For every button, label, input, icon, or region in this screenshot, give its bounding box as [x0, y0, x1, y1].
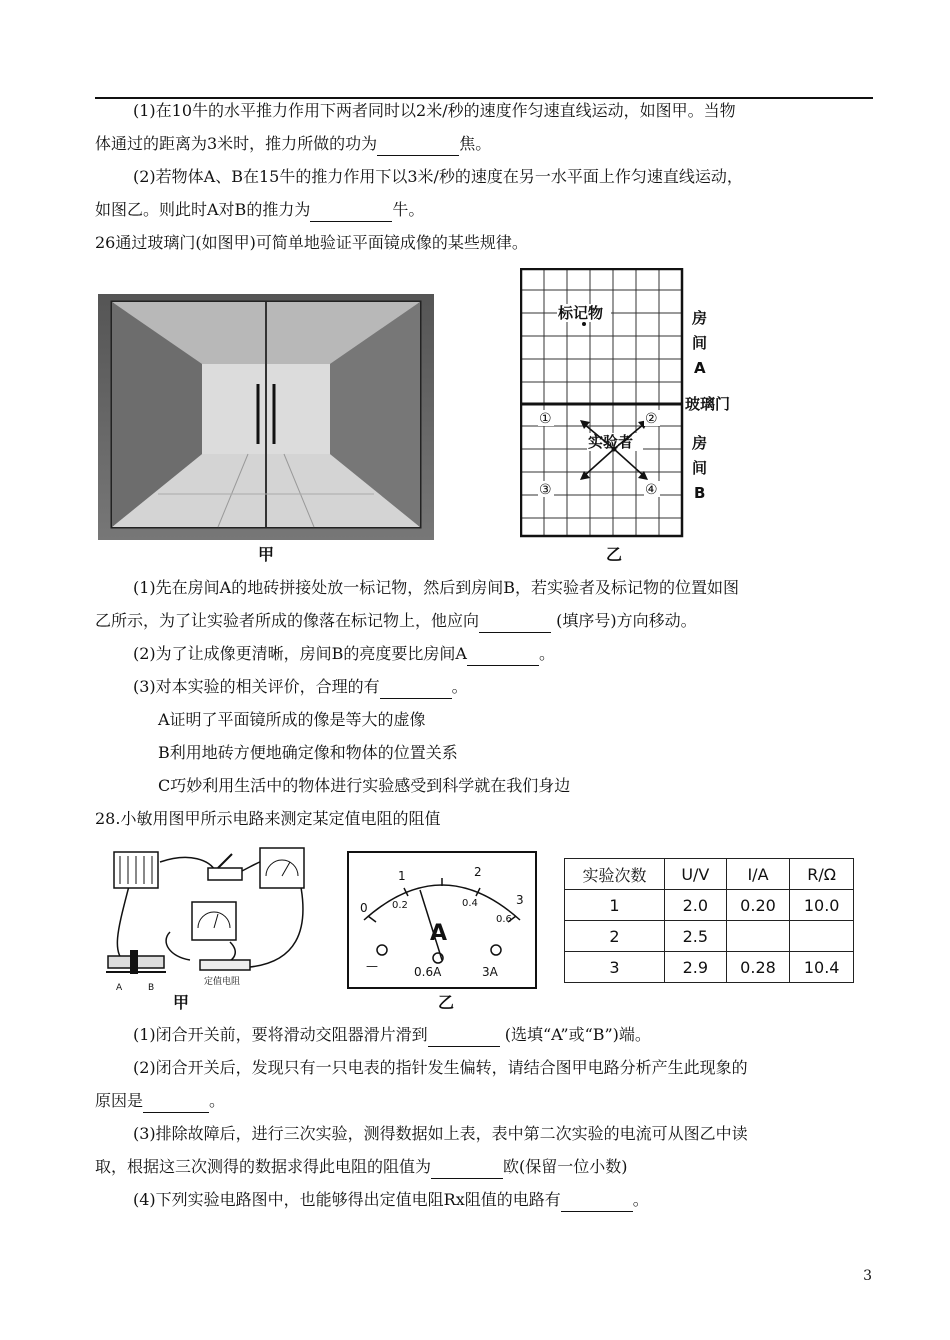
- data-table: [564, 858, 854, 983]
- meter-label-02: 0.2: [392, 900, 408, 911]
- q26-option-b: B利用地砖方便地确定像和物体的位置关系: [158, 743, 458, 762]
- table-cell: 0.20: [726, 890, 790, 921]
- answer-blank[interactable]: [377, 133, 459, 156]
- mirror-grid-diagram: [520, 268, 742, 538]
- table-cell: [726, 921, 790, 952]
- q26-option-c: C巧妙利用生活中的物体进行实验感受到科学就在我们身边: [158, 776, 571, 795]
- table-header: R/Ω: [790, 859, 854, 890]
- label-dir-2: ②: [645, 411, 658, 427]
- circuit-label-resistor: 定值电阻: [204, 977, 241, 987]
- q28-part1: [133, 1024, 651, 1047]
- q28-part3-line1: (3)排除故障后，进行三次实验，测得数据如上表，表中第二次实验的电流可从图乙中读: [133, 1124, 748, 1143]
- q26-title: 26通过玻璃门(如图甲)可简单地验证平面镜成像的某些规律。: [95, 233, 528, 252]
- table-cell: [790, 921, 854, 952]
- table-cell: 3: [565, 952, 665, 983]
- q28-part3-unit: 欧(保留一位小数): [503, 1157, 628, 1176]
- meter-terminal-06a: 0.6A: [414, 965, 442, 979]
- q26-part2: [133, 643, 555, 666]
- answer-blank[interactable]: [561, 1189, 633, 1212]
- fig-label-yi: 乙: [606, 545, 623, 564]
- label-dir-3: ③: [539, 482, 552, 498]
- table-cell: 2: [565, 921, 665, 952]
- meter-label-1: 1: [398, 869, 406, 883]
- q26-part1-line2: [95, 610, 697, 633]
- label-dir-4: ④: [645, 482, 658, 498]
- label-dir-1: ①: [539, 411, 552, 427]
- table-header-row: [565, 859, 854, 890]
- q28-part3-text: 取，根据这三次测得的数据求得此电阻的阻值为: [95, 1157, 432, 1176]
- q28-part2-line1: (2)闭合开关后，发现只有一只电表的指针发生偏转，请结合图甲电路分析产生此现象的: [133, 1058, 748, 1077]
- answer-blank[interactable]: [467, 643, 539, 666]
- q26-part2-end: 。: [538, 644, 555, 663]
- q26-part1-hint: (填序号)方向移动。: [551, 611, 697, 630]
- q28-part1-hint: (选填“A”或“B”)端。: [499, 1025, 651, 1044]
- q28-title: 28.小敏用图甲所示电路来测定某定值电阻的阻值: [95, 809, 441, 828]
- q25-part1-line2: [95, 133, 491, 156]
- meter-label-04: 0.4: [462, 898, 478, 909]
- table-cell: 2.0: [665, 890, 727, 921]
- table-header: I/A: [726, 859, 790, 890]
- answer-blank[interactable]: [428, 1024, 500, 1047]
- meter-unit-a: A: [430, 921, 448, 946]
- q28-part1-text: (1)闭合开关前，要将滑动交阻器滑片滑到: [133, 1025, 428, 1044]
- top-rule: [95, 97, 873, 99]
- q28-part3-line2: [95, 1156, 628, 1179]
- table-row: [565, 952, 854, 983]
- q25-part2-line2: [95, 199, 424, 222]
- table-cell: 10.0: [790, 890, 854, 921]
- answer-blank[interactable]: [380, 676, 452, 699]
- label-room-b-1: 房: [692, 434, 708, 452]
- meter-label-2: 2: [474, 865, 482, 879]
- circuit-label-b: B: [148, 983, 155, 993]
- q26-part2-text: (2)为了让成像更清晰，房间B的亮度要比房间A: [133, 644, 467, 663]
- fig-label-jia: 甲: [258, 545, 275, 564]
- label-experimenter: 实验者: [588, 433, 634, 451]
- label-marker: 标记物: [558, 304, 604, 322]
- q25-part1-line1: (1)在10牛的水平推力作用下两者同时以2米/秒的速度作匀速直线运动，如图甲。当物: [133, 101, 736, 120]
- q26-part3: [133, 676, 468, 699]
- fig-label-jia-2: 甲: [173, 993, 190, 1012]
- circuit-photo: [100, 842, 310, 1008]
- q26-part1-text: 乙所示，为了让实验者所成的像落在标记物上，他应向: [95, 611, 480, 630]
- label-glass-door: 玻璃门: [685, 395, 731, 413]
- q26-part1-line1: (1)先在房间A的地砖拼接处放一标记物，然后到房间B，若实验者及标记物的位置如图: [133, 578, 739, 597]
- q26-part3-text: (3)对本实验的相关评价，合理的有: [133, 677, 380, 696]
- table-header: U/V: [665, 859, 727, 890]
- q28-part4: [133, 1189, 649, 1212]
- q28-part2-line2: [95, 1090, 225, 1113]
- answer-blank[interactable]: [479, 610, 551, 633]
- q28-part4-text: (4)下列实验电路图中，也能够得出定值电阻Rx阻值的电路有: [133, 1190, 561, 1209]
- label-room-a-2: 间: [692, 334, 708, 352]
- q28-part2-end: 。: [209, 1091, 226, 1110]
- label-room-b-2: 间: [692, 459, 708, 477]
- table-cell: 10.4: [790, 952, 854, 983]
- table-row: [565, 921, 854, 952]
- label-room-a-1: 房: [692, 309, 708, 327]
- table-header: 实验次数: [565, 859, 665, 890]
- q25-part2-text: 如图乙。则此时A对B的推力为: [95, 200, 311, 219]
- label-room-a-3: A: [694, 359, 706, 377]
- q26-part3-end: 。: [451, 677, 468, 696]
- q26-option-a: A证明了平面镜所成的像是等大的虚像: [158, 710, 426, 729]
- answer-blank[interactable]: [143, 1090, 209, 1113]
- meter-label-3: 3: [516, 893, 524, 907]
- answer-blank[interactable]: [310, 199, 392, 222]
- circuit-label-a: A: [116, 983, 123, 993]
- q28-part2-text: 原因是: [95, 1091, 144, 1110]
- table-cell: 0.28: [726, 952, 790, 983]
- answer-blank[interactable]: [431, 1156, 503, 1179]
- q25-part1-unit: 焦。: [459, 134, 492, 153]
- q28-part4-end: 。: [632, 1190, 649, 1209]
- page-number: 3: [863, 1268, 872, 1284]
- table-row: [565, 890, 854, 921]
- q25-part1-text: 体通过的距离为3米时，推力所做的功为: [95, 134, 378, 153]
- meter-terminal-3a: 3A: [482, 965, 498, 979]
- meter-label-0: 0: [360, 901, 368, 915]
- fig-label-yi-2: 乙: [438, 993, 455, 1012]
- ammeter-dial: [346, 850, 538, 990]
- table-cell: 2.9: [665, 952, 727, 983]
- table-cell: 2.5: [665, 921, 727, 952]
- q25-part2-unit: 牛。: [392, 200, 425, 219]
- q25-part2-line1: (2)若物体A、B在15牛的推力作用下以3米/秒的速度在另一水平面上作匀速直线运动，: [133, 167, 743, 186]
- label-room-b-3: B: [694, 484, 706, 502]
- table-cell: 1: [565, 890, 665, 921]
- glass-door-photo: [98, 294, 434, 540]
- meter-terminal-minus: —: [366, 959, 378, 973]
- meter-label-06: 0.6: [496, 914, 512, 925]
